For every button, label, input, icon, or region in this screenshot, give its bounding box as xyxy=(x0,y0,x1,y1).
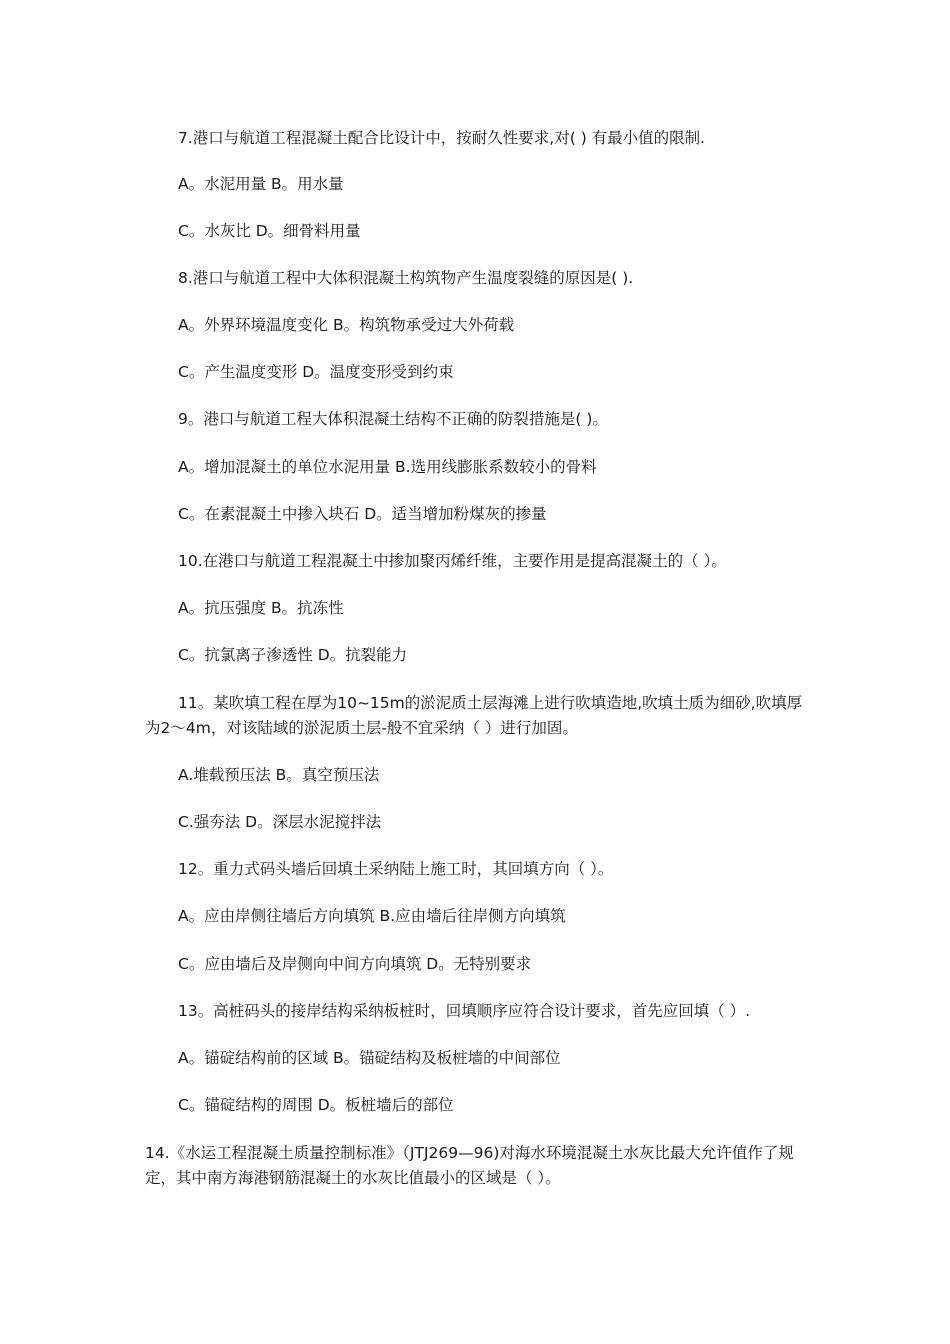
question-11-options-cd: C.强夯法 D。深层水泥搅拌法 xyxy=(178,813,382,831)
question-12-options-ab: A。应由岸侧往墙后方向填筑 B.应由墙后往岸侧方向填筑 xyxy=(178,907,566,925)
question-7-options-cd: C。水灰比 D。细骨料用量 xyxy=(178,222,361,240)
question-7-options-ab: A。水泥用量 B。用水量 xyxy=(178,175,344,193)
question-8-options-cd: C。产生温度变形 D。温度变形受到约束 xyxy=(178,363,454,381)
question-13-options-ab: A。锚碇结构前的区域 B。锚碇结构及板桩墙的中间部位 xyxy=(178,1049,561,1067)
question-13-options-cd: C。锚碇结构的周围 D。板桩墙后的部位 xyxy=(178,1096,454,1114)
question-9: 9。港口与航道工程大体积混凝土结构不正确的防裂措施是( )。 xyxy=(178,410,608,428)
question-10: 10.在港口与航道工程混凝土中掺加聚丙烯纤维，主要作用是提高混凝土的（ ）。 xyxy=(178,552,727,570)
question-7: 7.港口与航道工程混凝土配合比设计中，按耐久性要求,对( ) 有最小值的限制. xyxy=(178,129,706,147)
question-10-options-cd: C。抗氯离子渗透性 D。抗裂能力 xyxy=(178,646,408,664)
question-12: 12。重力式码头墙后回填土采纳陆上施工时，其回填方向（ ）。 xyxy=(178,860,614,878)
question-12-options-cd: C。应由墙后及岸侧向中间方向填筑 D。无特别要求 xyxy=(178,955,532,973)
question-9-options-ab: A。增加混凝土的单位水泥用量 B.选用线膨胀系数较小的骨料 xyxy=(178,458,597,476)
question-9-options-cd: C。在素混凝土中掺入块石 D。适当增加粉煤灰的掺量 xyxy=(178,505,547,523)
question-8-options-ab: A。外界环境温度变化 B。构筑物承受过大外荷载 xyxy=(178,316,515,334)
question-11-options-ab: A.堆载预压法 B。真空预压法 xyxy=(178,766,380,784)
question-11: 11。某吹填工程在厚为10~15m的淤泥质土层海滩上进行吹填造地,吹填土质为细砂,吹填厚为2～4m，对该陆域的淤泥质土层-般不宜采纳（ ）进行加固。 xyxy=(145,694,803,737)
question-10-options-ab: A。抗压强度 B。抗冻性 xyxy=(178,599,344,617)
question-14-text: 14.《水运工程混凝土质量控制标准》（JTJ269—96)对海水环境混凝土水灰比最大允许值作了规定，其中南方海港钢筋混凝土的水灰比值最小的区域是（ ）。 xyxy=(145,1144,794,1187)
question-8: 8.港口与航道工程中大体积混凝土构筑物产生温度裂缝的原因是( ). xyxy=(178,269,634,287)
question-14 xyxy=(145,1141,810,1191)
question-13: 13。高桩码头的接岸结构采纳板桩时，回填顺序应符合设计要求，首先应回填（ ）. xyxy=(178,1002,751,1020)
